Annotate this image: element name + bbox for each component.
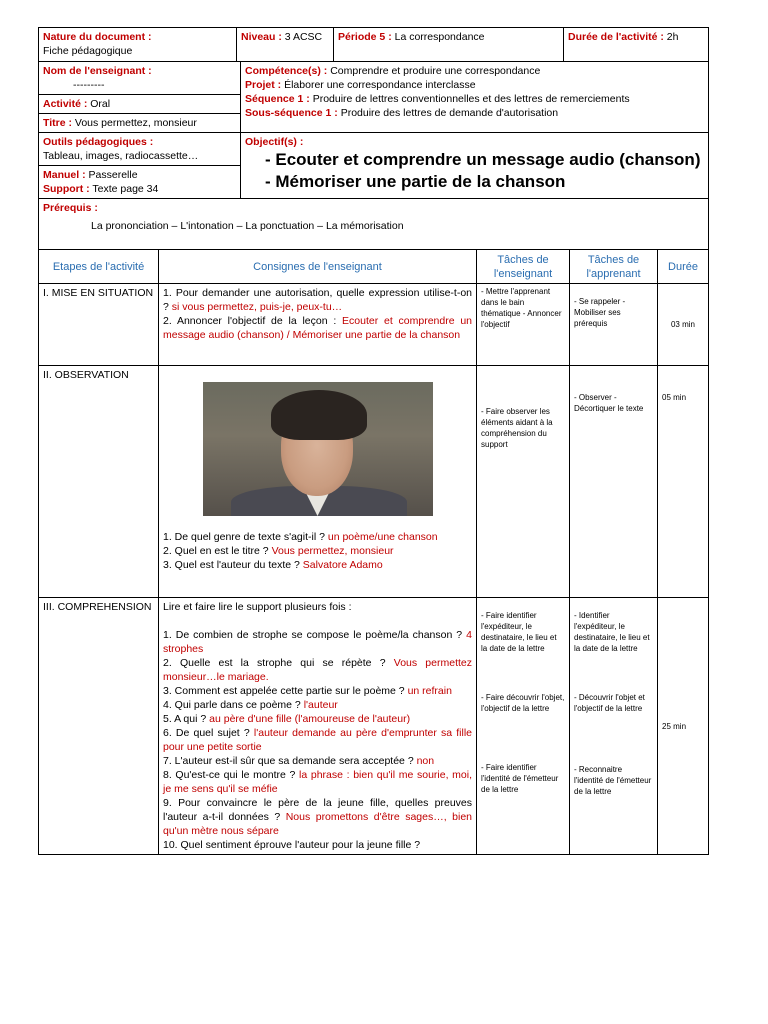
row-observation [39,366,709,598]
r1-taches-apprenant: - Se rappeler - Mobiliser ses prérequis [570,284,658,366]
r2-a2: Vous permettez, monsieur [271,545,394,557]
outils-cell [39,133,241,166]
r3-a8: la phrase : bien qu'il me sourie, moi, je me sens qu'il se méfie [163,769,473,795]
r3-a7: non [416,755,435,767]
r3-q6: 6. De quel sujet ? [163,727,250,739]
support-value: Texte page 34 [92,183,159,195]
activite-cell [39,95,241,114]
projet-value: Élaborer une correspondance interclasse [284,79,476,91]
r2-q3: 3. Quel est l'auteur du texte ? [163,559,300,571]
enseignant-label: Nom de l'enseignant : [43,65,152,77]
r2-taches-enseignant: - Faire observer les éléments aidant à la compréhension du support [477,366,570,598]
r2-duree: 05 min [658,366,709,598]
titre-cell [39,114,241,133]
outils-value: Tableau, images, radiocassette… [43,150,199,162]
r3-duree: 25 min [658,598,709,855]
prerequis-value: La prononciation – L'intonation – La ponctuation – La mémorisation [91,220,404,232]
support-label: Support : [43,183,90,195]
duree-label: Durée de l'activité : [568,31,664,43]
manuel-label: Manuel : [43,169,86,181]
competence-label: Compétence(s) : [245,65,328,77]
objectif-2: - Mémoriser une partie de la chanson [265,172,566,191]
sequence-label: Séquence 1 : [245,93,310,105]
r3-q3: 3. Comment est appelée cette partie sur le poème ? [163,685,405,697]
consignes-3 [159,598,477,855]
activite-label: Activité : [43,98,88,110]
r3-a4: l'auteur [303,699,338,711]
competence-value: Comprendre et produire une correspondance [330,65,541,77]
r2-a3: Salvatore Adamo [302,559,383,571]
r1-duree: 03 min [658,284,709,366]
r3-te1: - Faire identifier l'expéditeur, le destinataire, le lieu et la date de la lettre [481,611,557,653]
row-comprehension [39,598,709,855]
r2-q1: 1. De quel genre de texte s'agit-il ? [163,531,325,543]
titre-value: Vous permettez, monsieur [74,117,197,129]
r3-q8: 8. Qu'est-ce qui le montre ? [163,769,296,781]
r3-q2: 2. Quelle est la strophe qui se répète ? [163,657,386,669]
r1-q2: 2. Annoncer l'objectif de la leçon : [163,315,337,327]
etape-2: II. OBSERVATION [39,366,159,598]
niveau-value: 3 ACSC [284,31,323,43]
r3-intro: Lire et faire lire le support plusieurs fois : [163,601,352,613]
header-table [38,27,709,62]
col-etapes: Etapes de l'activité [39,250,159,284]
r3-a5: au père d'une fille (l'amoureuse de l'auteur) [209,713,411,725]
col-taches-enseignant: Tâches de l'enseignant [477,250,570,284]
niveau-cell [237,28,334,62]
r3-taches-enseignant [477,598,570,855]
r3-ta2: - Découvrir l'objet et l'objectif de la lettre [574,693,645,713]
r3-a6: l'auteur demande au père d'emprunter sa fille pour une petite sortie [163,727,473,753]
r2-taches-apprenant: - Observer - Décortiquer le texte [570,366,658,598]
r3-te2: - Faire découvrir l'objet, l'objectif de la lettre [481,693,565,713]
periode-label: Période 5 : [338,31,392,43]
nature-value: Fiche pédagogique [43,45,133,57]
r3-ta1: - Identifier l'expéditeur, le destinataire, le lieu et la date de la lettre [574,611,650,653]
objectifs-label: Objectif(s) : [245,136,304,148]
col-duree: Durée [658,250,709,284]
consignes-1 [159,284,477,366]
manuel-value: Passerelle [88,169,138,181]
r2-q2: 2. Quel en est le titre ? [163,545,269,557]
periode-value: La correspondance [394,31,485,43]
lesson-table [38,249,709,855]
r3-a2: Vous permettez monsieur…le mariage. [163,657,472,683]
periode-cell [334,28,564,62]
r3-q1: 1. De combien de strophe se compose le poème/la chanson ? [163,629,463,641]
prerequis-label: Prérequis : [43,202,98,214]
duree-cell [564,28,709,62]
r2-a1: un poème/une chanson [327,531,438,543]
niveau-label: Niveau : [241,31,282,43]
duree-value: 2h [666,31,679,43]
enseignant-cell [39,62,241,95]
r3-a1: 4 strophes [163,629,472,655]
r1-a1: si vous permettez, puis-je, peux-tu… [171,301,343,313]
r3-te3: - Faire identifier l'identité de l'émetteur de la lettre [481,763,559,794]
objectif-1: - Ecouter et comprendre un message audio (chanson) [265,150,701,169]
r3-a9: Nous promettons d'être sages…, bien qu'un mètre nous sépare [163,811,473,837]
sequence-value: Produire de lettres conventionnelles et des lettres de remerciements [312,93,630,105]
sous-sequence-value: Produire des lettres de demande d'autorisation [340,107,559,119]
r3-taches-apprenant [570,598,658,855]
nature-label: Nature du document : [43,31,152,43]
manuel-cell [39,166,241,199]
enseignant-value: --------- [73,79,105,91]
r1-taches-enseignant: - Mettre l'apprenant dans le bain thématique - Annoncer l'objectif [477,284,570,366]
etape-1: I. MISE EN SITUATION [39,284,159,366]
titre-label: Titre : [43,117,72,129]
r3-q5: 5. A qui ? [163,713,207,725]
r3-q7: 7. L'auteur est-il sûr que sa demande sera acceptée ? [163,755,414,767]
col-taches-apprenant: Tâches de l'apprenant [570,250,658,284]
author-photo [203,382,433,516]
r3-q10: 10. Quel sentiment éprouve l'auteur pour la jeune fille ? [163,839,421,851]
row-mise-en-situation [39,284,709,366]
info-table [38,61,709,250]
projet-label: Projet : [245,79,282,91]
outils-label: Outils pédagogiques : [43,136,154,148]
r3-a3: un refrain [407,685,452,697]
prerequis-cell [39,199,709,250]
r3-q9: 9. Pour convaincre le père de la jeune fille, quelles preuves l'auteur a-t-il données ? [163,797,472,823]
lesson-sheet [38,27,708,855]
r1-q1: 1. Pour demander une autorisation, quelle expression utilise-t-on ? [163,287,472,313]
etape-3: III. COMPREHENSION [39,598,159,855]
competence-cell [241,62,709,133]
activite-value: Oral [90,98,111,110]
consignes-2 [159,366,477,598]
r3-q4: 4. Qui parle dans ce poème ? [163,699,301,711]
photo-hair [271,390,367,440]
objectifs-cell [241,133,709,199]
col-consignes: Consignes de l'enseignant [159,250,477,284]
r3-ta3: - Reconnaitre l'identité de l'émetteur de la lettre [574,765,652,796]
sous-sequence-label: Sous-séquence 1 : [245,107,338,119]
nature-cell [39,28,237,62]
r1-a2: Ecouter et comprendre un message audio (chanson) / Mémoriser une partie de la chanson [163,315,473,341]
